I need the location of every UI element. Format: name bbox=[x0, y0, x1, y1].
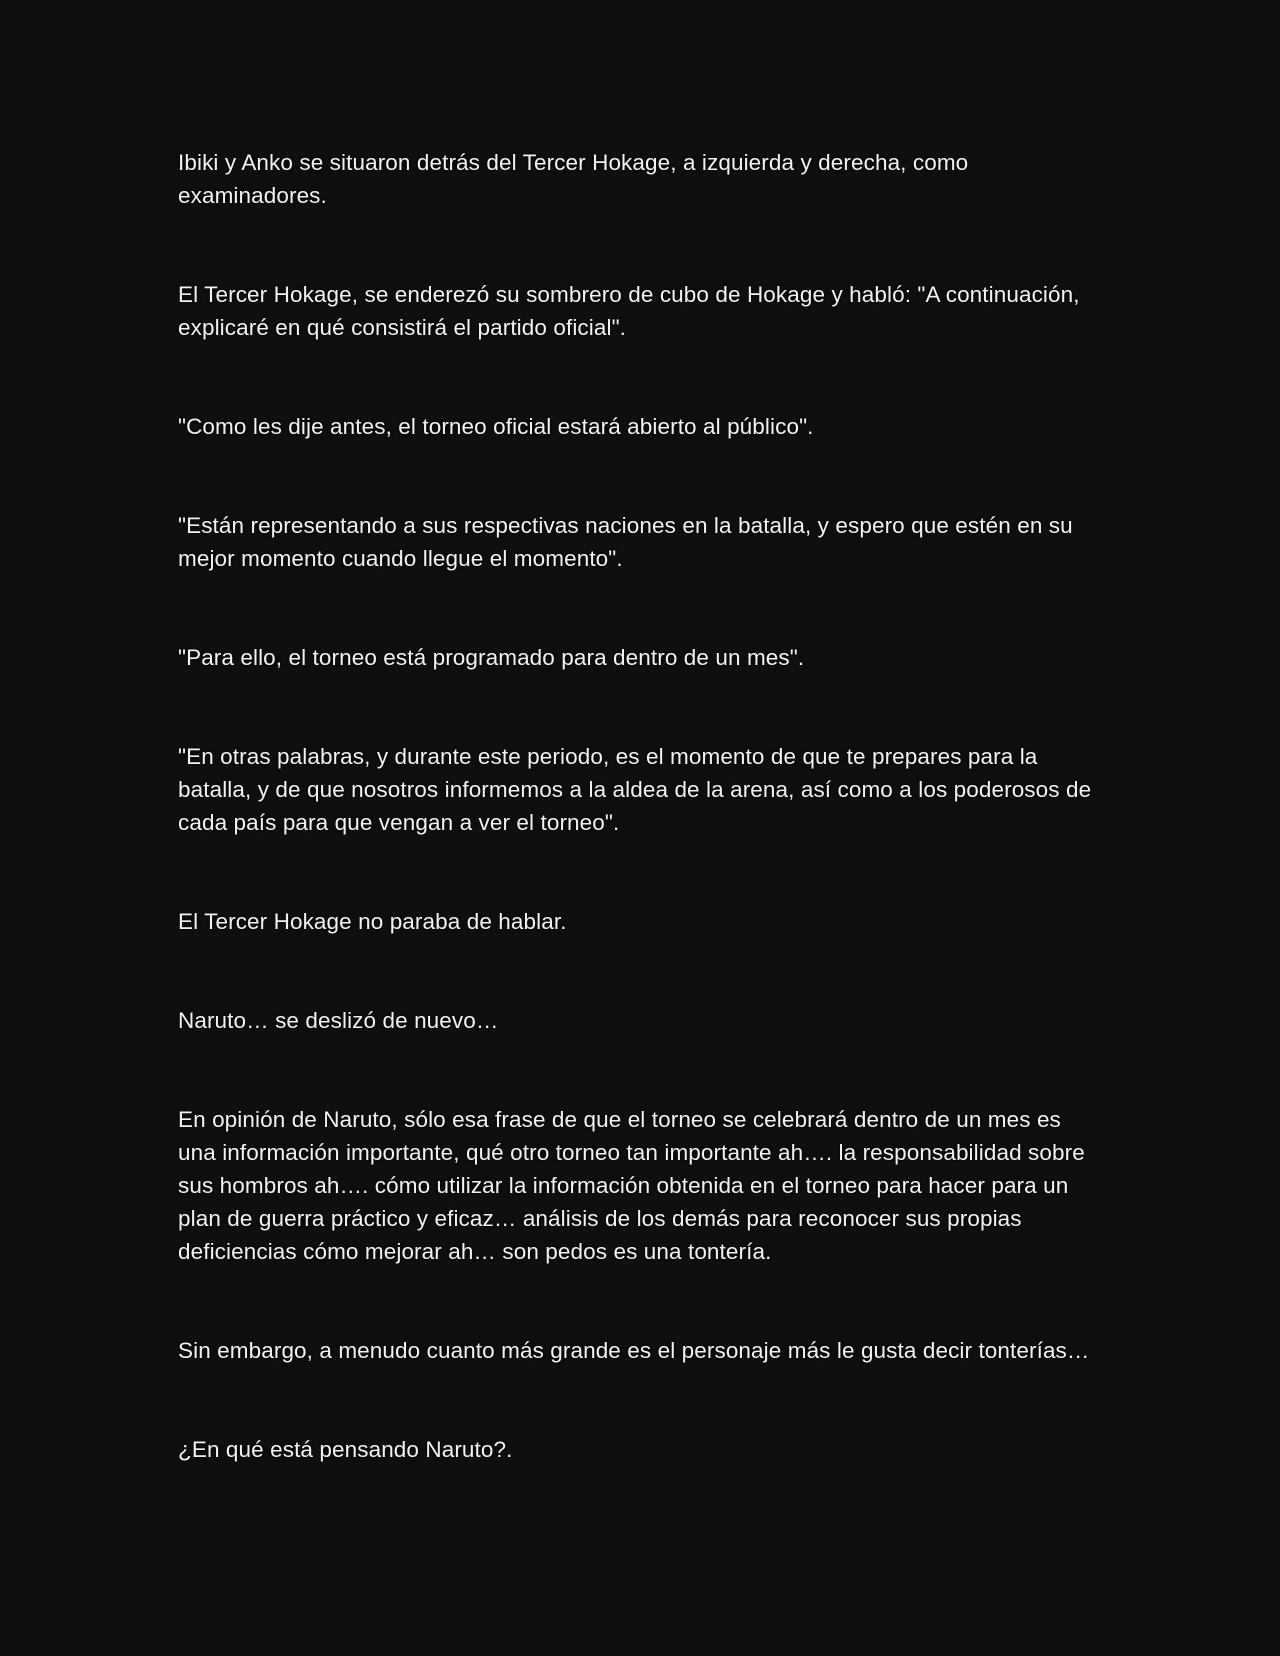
paragraph-1: Ibiki y Anko se situaron detrás del Tercer Hokage, a izquierda y derecha, como examinadores. bbox=[178, 150, 969, 208]
paragraph-3: "Como les dije antes, el torneo oficial estará abierto al público". bbox=[178, 414, 814, 439]
paragraph-2: El Tercer Hokage, se enderezó su sombrero de cubo de Hokage y habló: "A continuación, explicaré en qué consistirá el partido oficial". bbox=[178, 282, 1080, 340]
paragraph-4: "Están representando a sus respectivas naciones en la batalla, y espero que estén en su mejor momento cuando llegue el momento". bbox=[178, 513, 1073, 571]
paragraph-11: ¿En qué está pensando Naruto?. bbox=[178, 1437, 513, 1462]
paragraph-10: Sin embargo, a menudo cuanto más grande es el personaje más le gusta decir tonterías… bbox=[178, 1338, 1090, 1363]
paragraph-8: Naruto… se deslizó de nuevo… bbox=[178, 1008, 499, 1033]
paragraph-9: En opinión de Naruto, sólo esa frase de que el torneo se celebrará dentro de un mes es una información importante, qué otro torneo tan importante ah…. la responsabilidad sobre sus hombros ah…. cómo utilizar la información obtenida en el torneo para hacer para un plan de guerra práctico y eficaz… análisis de los demás para reconocer sus propias deficiencias cómo mejorar ah… son pedos es una tontería. bbox=[178, 1107, 1085, 1264]
paragraph-5: "Para ello, el torneo está programado para dentro de un mes". bbox=[178, 645, 805, 670]
paragraph-7: El Tercer Hokage no paraba de hablar. bbox=[178, 909, 567, 934]
paragraph-6: "En otras palabras, y durante este periodo, es el momento de que te prepares para la batalla, y de que nosotros informemos a la aldea de la arena, así como a los poderosos de cada país para que vengan a ver el torneo". bbox=[178, 744, 1092, 835]
